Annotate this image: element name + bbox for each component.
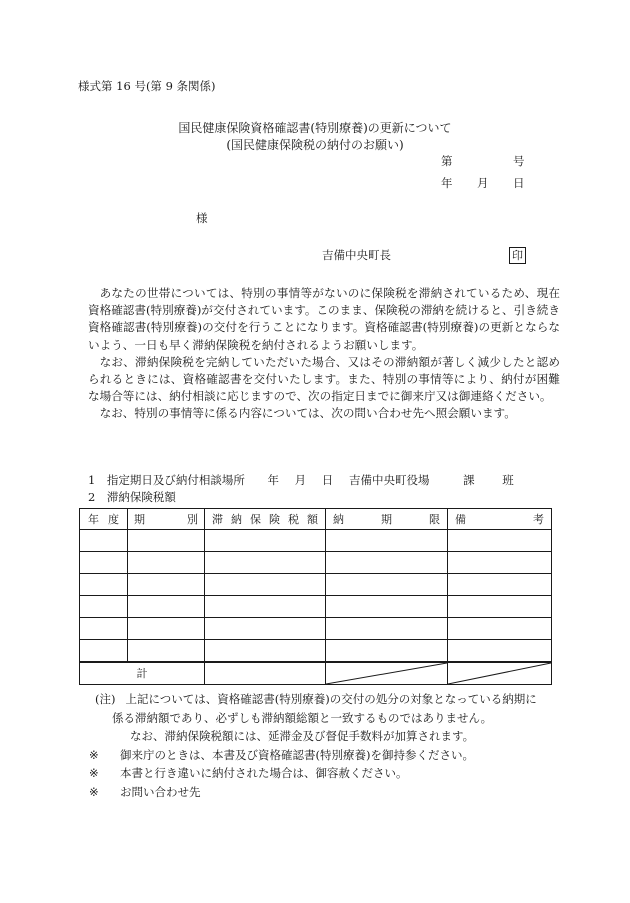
note-line: なお、滞納保険税額には、延滞金及び督促手数料が加算されます。 [130,729,475,744]
notes [89,690,565,802]
reference-mark: ※ [89,766,99,781]
date-day: 日 [513,176,525,190]
appointment-day: 日 [321,473,334,487]
table-header-row [80,509,552,530]
department-ka: 課 [463,473,475,487]
table-row [80,596,552,618]
addressee-suffix: 様 [196,211,208,225]
table-row [80,574,552,596]
section-2-label: 2 滞納保険税額 [88,490,176,504]
document-title: 国民健康保険資格確認書(特別療養)の更新について [178,121,452,135]
section-1-label: 1 指定期日及び納付相談場所 [88,473,245,487]
date-month: 月 [477,176,489,190]
issuer-name: 吉備中央町長 [322,248,391,262]
date-year: 年 [441,176,453,190]
appointment-place: 吉備中央町役場 [348,473,430,487]
seal-box: 印 [509,247,526,264]
number-prefix: 第 [441,154,453,168]
body-text [88,285,560,423]
note-line: 係る滞納額であり、必ずしも滞納額総額と一致するものではありません。 [112,710,493,725]
reference-mark: ※ [89,784,99,799]
appointment-year: 年 [267,473,279,487]
note-label: (注) [95,692,116,706]
header-installment: 期 別 [128,509,205,530]
diagonal-line [326,663,447,684]
total-amount-cell [205,662,326,685]
section-1 [88,475,514,487]
note-line: (注) 上記については、資格確認書(特別療養)の交付の処分の対象となっている納期に [95,692,537,706]
reference-mark: ※ [89,747,99,762]
body-paragraph: なお、滞納保険税を完納していただいた場合、又はその滞納額が著しく減少したと認められるときには、資格確認書を交付いたします。また、特別の事情等により、納付が困難な場合等には、納付相談に応じますので、次の指定日までに御来庁又は御連絡ください。 [88,354,560,404]
document-subtitle: (国民健康保険税の納付のお願い) [226,138,404,152]
number-suffix: 号 [513,154,525,168]
department-han: 班 [502,473,514,487]
note-item: ※ お問い合わせ先 [89,783,565,802]
body-paragraph: あなたの世帯については、特別の事情等がないのに保険税を滞納されているため、現在資格確認書(特別療養)が交付されています。このまま、保険税の滞納を続けると、引き続き資格確認書(特別療養)の交付を行うことになります。資格確認書(特別療養)の更新とならないよう、一日も早く滞納保険税を納付されるようお願いします。 [88,286,560,352]
header-fiscal-year: 年 度 [80,509,128,530]
appointment-month: 月 [294,473,307,487]
table-row [80,552,552,574]
remarks-diagonal-cell [448,662,552,685]
header-remarks: 備 考 [448,509,552,530]
header-arrears-amount: 滞 納 保 険 税 額 [205,509,326,530]
table-row [80,530,552,552]
diagonal-line [448,663,551,684]
form-number: 様式第 16 号(第 9 条関係) [78,79,216,93]
due-date-diagonal-cell [326,662,448,685]
table-row [80,640,552,663]
table-row [80,618,552,640]
table-total-row [80,662,552,685]
header-due-date: 納 期 限 [326,509,448,530]
total-label: 計 [80,662,205,685]
note-item: ※ 本書と行き違いに納付された場合は、御容赦ください。 [89,764,565,783]
note-item: ※ 御来庁のときは、本書及び資格確認書(特別療養)を御持参ください。 [89,746,565,765]
arrears-table [79,508,552,685]
body-paragraph: なお、特別の事情等に係る内容については、次の問い合わせ先へ照会願います。 [99,406,516,421]
